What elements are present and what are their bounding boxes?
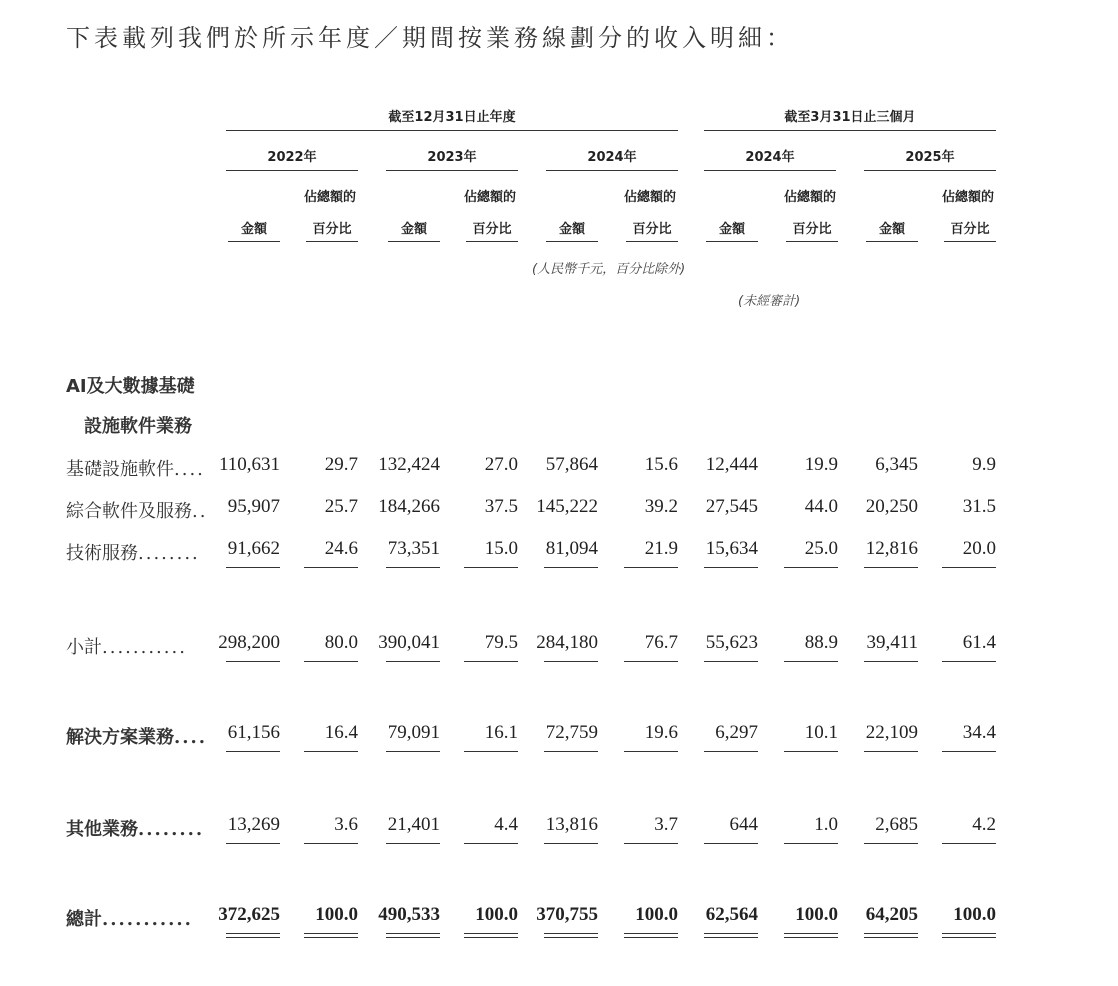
cell-amount: 370,755 — [536, 904, 598, 925]
year-header: 2024年 — [745, 150, 795, 165]
cell-amount: 12,816 — [865, 538, 918, 559]
leader-dots: ........ — [138, 543, 200, 564]
underline — [544, 661, 598, 662]
double-underline — [864, 933, 918, 938]
underline — [942, 843, 996, 844]
cell-percentage: 29.7 — [324, 454, 358, 475]
underline — [704, 661, 758, 662]
cell-amount: 372,625 — [218, 904, 280, 925]
cell-percentage: 16.4 — [324, 722, 358, 743]
double-underline — [942, 933, 996, 938]
underline — [226, 661, 280, 662]
underline — [226, 567, 280, 568]
col-header-pct-line2: 百分比 — [950, 222, 990, 237]
col-header-pct-line2: 百分比 — [632, 222, 672, 237]
row-label — [66, 455, 205, 481]
col-header-pct-rule — [944, 241, 996, 242]
cell-amount: 57,864 — [545, 454, 598, 475]
cell-percentage: 76.7 — [644, 632, 678, 653]
underline — [784, 661, 838, 662]
cell-percentage: 37.5 — [484, 496, 518, 517]
cell-amount: 61,156 — [227, 722, 280, 743]
col-header-pct-line1: 佔總額的 — [941, 190, 994, 205]
unit-note: (人民幣千元，百分比除外) — [532, 262, 686, 277]
intro-text: 下表載列我們於所示年度／期間按業務線劃分的收入明細： — [66, 24, 794, 52]
col-header-amount: 金額 — [240, 222, 267, 237]
cell-percentage: 24.6 — [324, 538, 358, 559]
double-underline — [304, 933, 358, 938]
row-label — [66, 815, 204, 841]
underline — [704, 751, 758, 752]
underline — [464, 751, 518, 752]
cell-amount: 79,091 — [387, 722, 440, 743]
cell-amount: 13,816 — [545, 814, 598, 835]
underline — [544, 567, 598, 568]
underline — [386, 843, 440, 844]
cell-amount: 6,297 — [715, 722, 758, 743]
year-header: 2023年 — [427, 150, 477, 165]
cell-percentage: 16.1 — [484, 722, 518, 743]
underline — [386, 567, 440, 568]
cell-percentage: 4.4 — [494, 814, 518, 835]
col-header-amount-rule — [706, 241, 758, 242]
cell-amount: 39,411 — [866, 632, 918, 653]
year-header: 2024年 — [587, 150, 637, 165]
year-rule — [546, 170, 678, 171]
cell-amount: 298,200 — [218, 632, 280, 653]
cell-percentage: 61.4 — [962, 632, 996, 653]
leader-dots: ........ — [138, 819, 205, 840]
cell-amount: 132,424 — [378, 454, 440, 475]
group-rule-quarter — [704, 130, 996, 131]
underline — [784, 567, 838, 568]
underline — [304, 843, 358, 844]
cell-amount: 20,250 — [865, 496, 918, 517]
double-underline — [386, 933, 440, 938]
row-label-text: 總計 — [66, 909, 102, 930]
underline — [624, 751, 678, 752]
cell-amount: 95,907 — [227, 496, 280, 517]
cell-percentage: 20.0 — [962, 538, 996, 559]
underline — [464, 661, 518, 662]
year-rule — [226, 170, 358, 171]
year-header: 2025年 — [905, 150, 955, 165]
underline — [624, 567, 678, 568]
cell-amount: 110,631 — [218, 454, 280, 475]
section-title-line1: AI及大數據基礎 — [66, 376, 195, 397]
col-header-amount-rule — [388, 241, 440, 242]
col-header-amount: 金額 — [878, 222, 905, 237]
group-header-quarter: 截至3月31日止三個月 — [784, 110, 916, 125]
underline — [544, 751, 598, 752]
cell-percentage: 88.9 — [804, 632, 838, 653]
cell-amount: 6,345 — [875, 454, 918, 475]
row-label — [66, 497, 207, 523]
cell-amount: 62,564 — [705, 904, 758, 925]
cell-amount: 184,266 — [378, 496, 440, 517]
cell-percentage: 27.0 — [484, 454, 518, 475]
underline — [544, 843, 598, 844]
col-header-amount: 金額 — [558, 222, 585, 237]
cell-percentage: 15.0 — [484, 538, 518, 559]
leader-dots: .... — [174, 727, 208, 748]
year-rule — [864, 170, 996, 171]
cell-amount: 490,533 — [378, 904, 440, 925]
col-header-pct-line1: 佔總額的 — [783, 190, 836, 205]
cell-amount: 64,205 — [865, 904, 918, 925]
cell-amount: 22,109 — [865, 722, 918, 743]
underline — [942, 661, 996, 662]
col-header-pct-line1: 佔總額的 — [623, 190, 676, 205]
row-label — [66, 723, 207, 749]
cell-percentage: 1.0 — [814, 814, 838, 835]
cell-percentage: 44.0 — [804, 496, 838, 517]
double-underline — [624, 933, 678, 938]
row-label-text: 其他業務 — [66, 819, 138, 840]
cell-percentage: 4.2 — [972, 814, 996, 835]
underline — [864, 661, 918, 662]
col-header-pct-line1: 佔總額的 — [463, 190, 516, 205]
row-label-text: 基礎設施軟件 — [66, 459, 174, 480]
cell-amount: 27,545 — [705, 496, 758, 517]
col-header-pct-rule — [786, 241, 838, 242]
underline — [864, 567, 918, 568]
cell-percentage: 25.0 — [804, 538, 838, 559]
cell-percentage: 10.1 — [804, 722, 838, 743]
underline — [624, 661, 678, 662]
group-rule-year — [226, 130, 678, 131]
col-header-pct-rule — [466, 241, 518, 242]
double-underline — [704, 933, 758, 938]
cell-percentage: 100.0 — [953, 904, 996, 925]
cell-amount: 12,444 — [705, 454, 758, 475]
col-header-amount-rule — [228, 241, 280, 242]
cell-percentage: 25.7 — [324, 496, 358, 517]
double-underline — [226, 933, 280, 938]
cell-percentage: 79.5 — [484, 632, 518, 653]
underline — [942, 567, 996, 568]
underline — [624, 843, 678, 844]
double-underline — [464, 933, 518, 938]
cell-amount: 390,041 — [378, 632, 440, 653]
col-header-pct-line2: 百分比 — [792, 222, 832, 237]
underline — [464, 843, 518, 844]
row-label-text: 綜合軟件及服務 — [66, 501, 192, 522]
row-label-text: 小計 — [66, 637, 102, 658]
row-label — [66, 905, 193, 931]
cell-percentage: 34.4 — [962, 722, 996, 743]
underline — [226, 751, 280, 752]
cell-amount: 13,269 — [227, 814, 280, 835]
cell-percentage: 3.7 — [654, 814, 678, 835]
underline — [864, 843, 918, 844]
cell-amount: 21,401 — [387, 814, 440, 835]
underline — [304, 751, 358, 752]
underline — [942, 751, 996, 752]
cell-amount: 73,351 — [387, 538, 440, 559]
cell-percentage: 100.0 — [795, 904, 838, 925]
double-underline — [544, 933, 598, 938]
underline — [704, 567, 758, 568]
cell-percentage: 80.0 — [324, 632, 358, 653]
cell-amount: 284,180 — [536, 632, 598, 653]
col-header-amount-rule — [546, 241, 598, 242]
row-label-text: 技術服務 — [66, 543, 138, 564]
cell-amount: 55,623 — [705, 632, 758, 653]
cell-amount: 2,685 — [875, 814, 918, 835]
cell-percentage: 100.0 — [315, 904, 358, 925]
leader-dots: ........... — [102, 909, 193, 930]
row-label — [66, 633, 187, 659]
col-header-amount: 金額 — [400, 222, 427, 237]
cell-percentage: 9.9 — [972, 454, 996, 475]
underline — [226, 843, 280, 844]
underline — [864, 751, 918, 752]
underline — [784, 843, 838, 844]
year-rule — [704, 170, 836, 171]
double-underline — [784, 933, 838, 938]
cell-percentage: 19.9 — [804, 454, 838, 475]
col-header-amount: 金額 — [718, 222, 745, 237]
cell-amount: 644 — [729, 814, 758, 835]
cell-amount: 145,222 — [536, 496, 598, 517]
col-header-amount-rule — [866, 241, 918, 242]
year-rule — [386, 170, 518, 171]
underline — [304, 567, 358, 568]
cell-percentage: 19.6 — [644, 722, 678, 743]
col-header-pct-rule — [306, 241, 358, 242]
cell-percentage: 39.2 — [644, 496, 678, 517]
col-header-pct-rule — [626, 241, 678, 242]
col-header-pct-line1: 佔總額的 — [303, 190, 356, 205]
row-label — [66, 539, 200, 565]
cell-percentage: 100.0 — [635, 904, 678, 925]
cell-percentage: 15.6 — [644, 454, 678, 475]
underline — [784, 751, 838, 752]
underline — [386, 661, 440, 662]
leader-dots: .. — [192, 501, 208, 522]
row-label-text: 解決方案業務 — [66, 727, 174, 748]
cell-amount: 15,634 — [705, 538, 758, 559]
cell-amount: 81,094 — [545, 538, 598, 559]
year-header: 2022年 — [267, 150, 317, 165]
col-header-pct-line2: 百分比 — [312, 222, 352, 237]
cell-percentage: 21.9 — [644, 538, 678, 559]
underline — [304, 661, 358, 662]
cell-amount: 72,759 — [545, 722, 598, 743]
cell-percentage: 100.0 — [475, 904, 518, 925]
section-title-line2: 設施軟件業務 — [84, 416, 192, 437]
group-header-year: 截至12月31日止年度 — [388, 110, 516, 125]
leader-dots: .... — [174, 459, 205, 480]
cell-amount: 91,662 — [227, 538, 280, 559]
underline — [386, 751, 440, 752]
col-header-pct-line2: 百分比 — [472, 222, 512, 237]
leader-dots: ........... — [102, 637, 187, 658]
cell-percentage: 3.6 — [334, 814, 358, 835]
underline — [704, 843, 758, 844]
unaudited-note: (未經審計) — [738, 294, 801, 309]
underline — [464, 567, 518, 568]
cell-percentage: 31.5 — [962, 496, 996, 517]
